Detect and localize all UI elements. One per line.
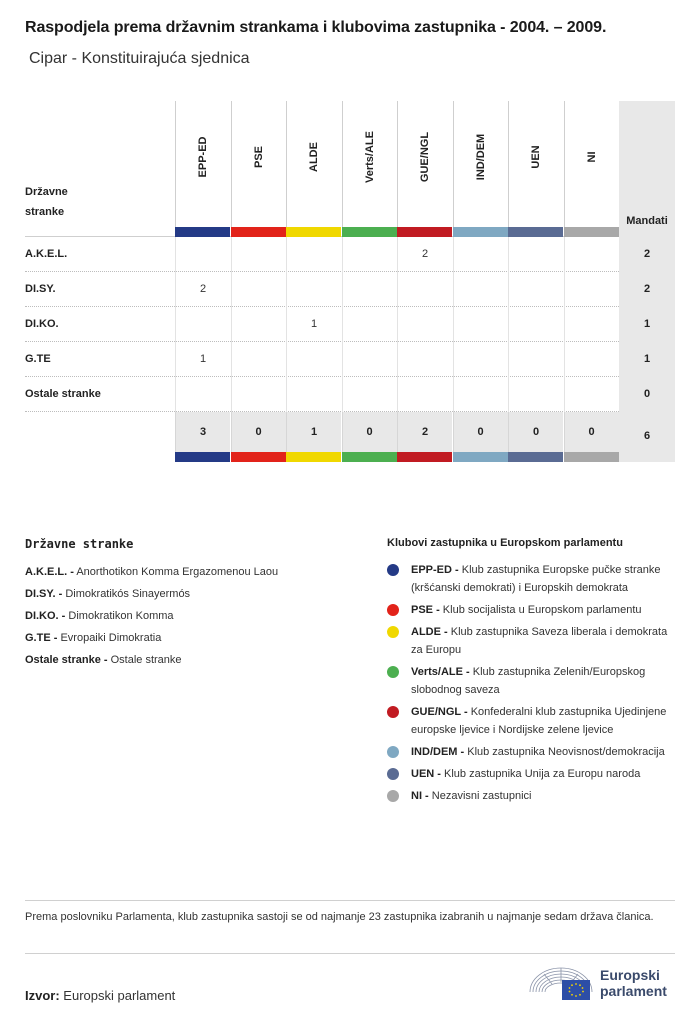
party-full-name: Evropaiki Dimokratia	[60, 632, 162, 644]
column-divider	[397, 101, 398, 227]
group-abbr: Verts/ALE -	[411, 666, 470, 678]
totals-row	[25, 412, 675, 462]
group-color-strip	[231, 452, 286, 462]
party-full-name: Dimokratikon Komma	[68, 610, 174, 622]
column-divider	[564, 101, 565, 227]
seat-cell	[286, 377, 341, 412]
seat-cell	[564, 272, 619, 307]
party-legend-item	[25, 583, 355, 605]
group-full-name: Klub zastupnika Neovisnost/demokracija	[467, 746, 665, 758]
group-column-label: IND/DEM	[474, 133, 487, 181]
group-color-dot-icon	[387, 706, 399, 718]
group-legend-item	[387, 765, 677, 783]
footnote: Prema poslovniku Parlamenta, klub zastupnika sastoji se od najmanje 23 zastupnika izabranih u najmanje sedam država članica.	[25, 911, 654, 923]
seat-cell: 1	[175, 342, 230, 377]
table-header-row	[25, 101, 675, 237]
seat-cell	[342, 272, 397, 307]
group-color-strip	[286, 452, 341, 462]
party-abbr: A.K.E.L. -	[25, 566, 74, 578]
group-column-header	[175, 101, 230, 237]
group-color-strip	[175, 227, 230, 237]
table-row	[25, 307, 675, 342]
group-legend-item	[387, 787, 677, 805]
seat-cell	[397, 377, 452, 412]
group-column-header	[564, 101, 619, 237]
group-total: 0	[508, 412, 563, 452]
ep-hemicycle-flag-icon	[528, 962, 594, 1002]
group-color-strip	[564, 227, 619, 237]
group-color-strip	[508, 227, 563, 237]
group-column-header	[508, 101, 563, 237]
seat-cell	[564, 307, 619, 342]
group-full-name: Nezavisni zastupnici	[431, 790, 532, 802]
seat-cell	[231, 307, 286, 342]
party-abbr: DI.SY. -	[25, 588, 63, 600]
seat-cell	[342, 342, 397, 377]
group-color-strip	[453, 227, 508, 237]
seat-cell	[453, 237, 508, 272]
seat-cell	[564, 237, 619, 272]
seat-cell: 1	[286, 307, 341, 342]
seat-cell	[453, 377, 508, 412]
column-divider	[175, 101, 176, 227]
column-divider	[342, 101, 343, 227]
source-label: Izvor:	[25, 988, 60, 1003]
party-mandati: 0	[619, 377, 675, 412]
group-abbr: GUE/NGL -	[411, 706, 468, 718]
group-column-label: NI	[585, 151, 598, 163]
party-legend-item	[25, 561, 355, 583]
group-column-label: EPP-ED	[197, 136, 209, 178]
party-abbr: G.TE -	[25, 632, 58, 644]
party-mandati: 1	[619, 342, 675, 377]
seat-cell	[397, 307, 452, 342]
mandati-header	[619, 101, 675, 237]
group-total: 0	[342, 412, 397, 452]
group-column-label: Verts/ALE	[363, 131, 376, 183]
group-color-strip	[175, 452, 230, 462]
group-legend-item	[387, 601, 677, 619]
table-row	[25, 272, 675, 307]
group-total: 0	[564, 412, 619, 452]
group-abbr: ALDE -	[411, 626, 448, 638]
group-total: 1	[286, 412, 341, 452]
page-subtitle: Cipar - Konstituirajuća sjednica	[29, 50, 250, 67]
group-column-header	[286, 101, 341, 237]
seat-cell	[453, 307, 508, 342]
seat-cell	[564, 377, 619, 412]
party-full-name: Dimokratikós Sinayermós	[65, 588, 191, 600]
seat-cell	[286, 342, 341, 377]
group-abbr: UEN -	[411, 768, 441, 780]
group-total: 3	[175, 412, 230, 452]
group-color-dot-icon	[387, 604, 399, 616]
row-header-line-2: stranke	[25, 206, 65, 218]
group-abbr: PSE -	[411, 604, 440, 616]
party-name: A.K.E.L.	[25, 248, 68, 260]
divider	[25, 953, 675, 954]
group-full-name: Klub zastupnika Unija za Europu naroda	[444, 768, 641, 780]
party-legend-item	[25, 605, 355, 627]
column-divider	[453, 101, 454, 227]
group-full-name: Klub zastupnika Europske pučke stranke (kršćanski demokrati) i Europskih demokrata	[411, 564, 661, 594]
page-title: Raspodjela prema državnim strankama i klubovima zastupnika - 2004. – 2009.	[25, 19, 607, 36]
political-groups-legend	[387, 537, 677, 809]
table-row	[25, 237, 675, 272]
party-name: DI.KO.	[25, 318, 59, 330]
seat-cell	[508, 272, 563, 307]
seat-cell	[175, 377, 230, 412]
seat-cell	[342, 307, 397, 342]
group-legend-item	[387, 561, 677, 597]
column-divider	[231, 101, 232, 227]
seat-cell	[397, 272, 452, 307]
group-color-strip	[231, 227, 286, 237]
seat-cell	[453, 342, 508, 377]
party-mandati: 1	[619, 307, 675, 342]
group-color-dot-icon	[387, 746, 399, 758]
seat-cell	[286, 272, 341, 307]
seat-cell	[453, 272, 508, 307]
group-column-label: GUE/NGL	[419, 131, 431, 183]
row-header-line-1: Državne	[25, 186, 68, 198]
group-legend-item	[387, 663, 677, 699]
seat-cell	[231, 272, 286, 307]
group-abbr: IND/DEM -	[411, 746, 465, 758]
group-column-header	[231, 101, 286, 237]
group-full-name: Konfederalni klub zastupnika Ujedinjene europske ljevice i Nordijske zelene ljevice	[411, 706, 667, 736]
group-color-dot-icon	[387, 768, 399, 780]
column-divider	[508, 101, 509, 227]
group-color-dot-icon	[387, 666, 399, 678]
seat-cell	[508, 307, 563, 342]
group-column-label: ALDE	[308, 142, 320, 172]
ep-logo-text	[600, 967, 667, 999]
ep-logo-line-2: parlament	[600, 983, 667, 999]
seat-cell	[508, 342, 563, 377]
group-total: 0	[231, 412, 286, 452]
group-color-dot-icon	[387, 564, 399, 576]
mandati-header-label: Mandati	[626, 215, 668, 227]
table-body	[25, 237, 675, 412]
political-groups-legend-title: Klubovi zastupnika u Europskom parlamentu	[387, 537, 623, 549]
group-full-name: Klub zastupnika Zelenih/Europskog slobodnog saveza	[411, 666, 646, 696]
group-color-strip	[453, 452, 508, 462]
party-name: G.TE	[25, 353, 51, 365]
group-color-strip	[342, 227, 397, 237]
seat-cell	[508, 377, 563, 412]
group-column-header	[342, 101, 397, 237]
party-name: DI.SY.	[25, 283, 56, 295]
source-line	[25, 988, 175, 1003]
group-color-strip	[286, 227, 341, 237]
seat-cell	[231, 237, 286, 272]
party-abbr: Ostale stranke -	[25, 654, 108, 666]
group-abbr: NI -	[411, 790, 429, 802]
party-mandati: 2	[619, 237, 675, 272]
group-color-strip	[397, 452, 452, 462]
group-color-dot-icon	[387, 626, 399, 638]
group-legend-item	[387, 743, 677, 761]
group-color-dot-icon	[387, 790, 399, 802]
ep-logo	[528, 962, 678, 1002]
seat-cell	[564, 342, 619, 377]
seat-cell: 2	[397, 237, 452, 272]
group-color-strip	[564, 452, 619, 462]
grand-total: 6	[619, 412, 675, 462]
divider	[25, 900, 675, 901]
group-full-name: Klub socijalista u Europskom parlamentu	[442, 604, 642, 616]
group-color-strip	[508, 452, 563, 462]
party-legend-item	[25, 649, 355, 671]
table-row	[25, 342, 675, 377]
seat-cell	[342, 237, 397, 272]
group-column-label: UEN	[530, 145, 542, 169]
party-full-name: Ostale stranke	[110, 654, 182, 666]
seat-cell	[175, 307, 230, 342]
party-full-name: Anorthotikon Komma Ergazomenou Laou	[76, 566, 279, 578]
party-name: Ostale stranke	[25, 388, 101, 400]
group-color-strip	[342, 452, 397, 462]
ep-logo-line-1: Europski	[600, 967, 660, 983]
seat-cell	[175, 237, 230, 272]
group-abbr: EPP-ED -	[411, 564, 459, 576]
source-value: Europski parlament	[63, 988, 176, 1003]
group-legend-item	[387, 703, 677, 739]
seat-cell	[342, 377, 397, 412]
seat-distribution-table	[25, 101, 675, 462]
seat-cell	[397, 342, 452, 377]
group-full-name: Klub zastupnika Saveza liberala i demokrata za Europu	[411, 626, 668, 656]
seat-cell	[231, 377, 286, 412]
group-column-header	[397, 101, 452, 237]
seat-cell	[231, 342, 286, 377]
national-parties-legend	[25, 537, 355, 671]
seat-cell: 2	[175, 272, 230, 307]
party-abbr: DI.KO. -	[25, 610, 66, 622]
national-parties-legend-title: Državne stranke	[25, 537, 134, 551]
group-total: 2	[397, 412, 452, 452]
group-column-header	[453, 101, 508, 237]
seat-cell	[508, 237, 563, 272]
seat-cell	[286, 237, 341, 272]
column-divider	[286, 101, 287, 227]
group-legend-item	[387, 623, 677, 659]
group-total: 0	[453, 412, 508, 452]
group-column-label: PSE	[252, 145, 265, 169]
group-color-strip	[397, 227, 452, 237]
table-row	[25, 377, 675, 412]
party-mandati: 2	[619, 272, 675, 307]
party-legend-item	[25, 627, 355, 649]
row-header-label	[25, 182, 68, 222]
